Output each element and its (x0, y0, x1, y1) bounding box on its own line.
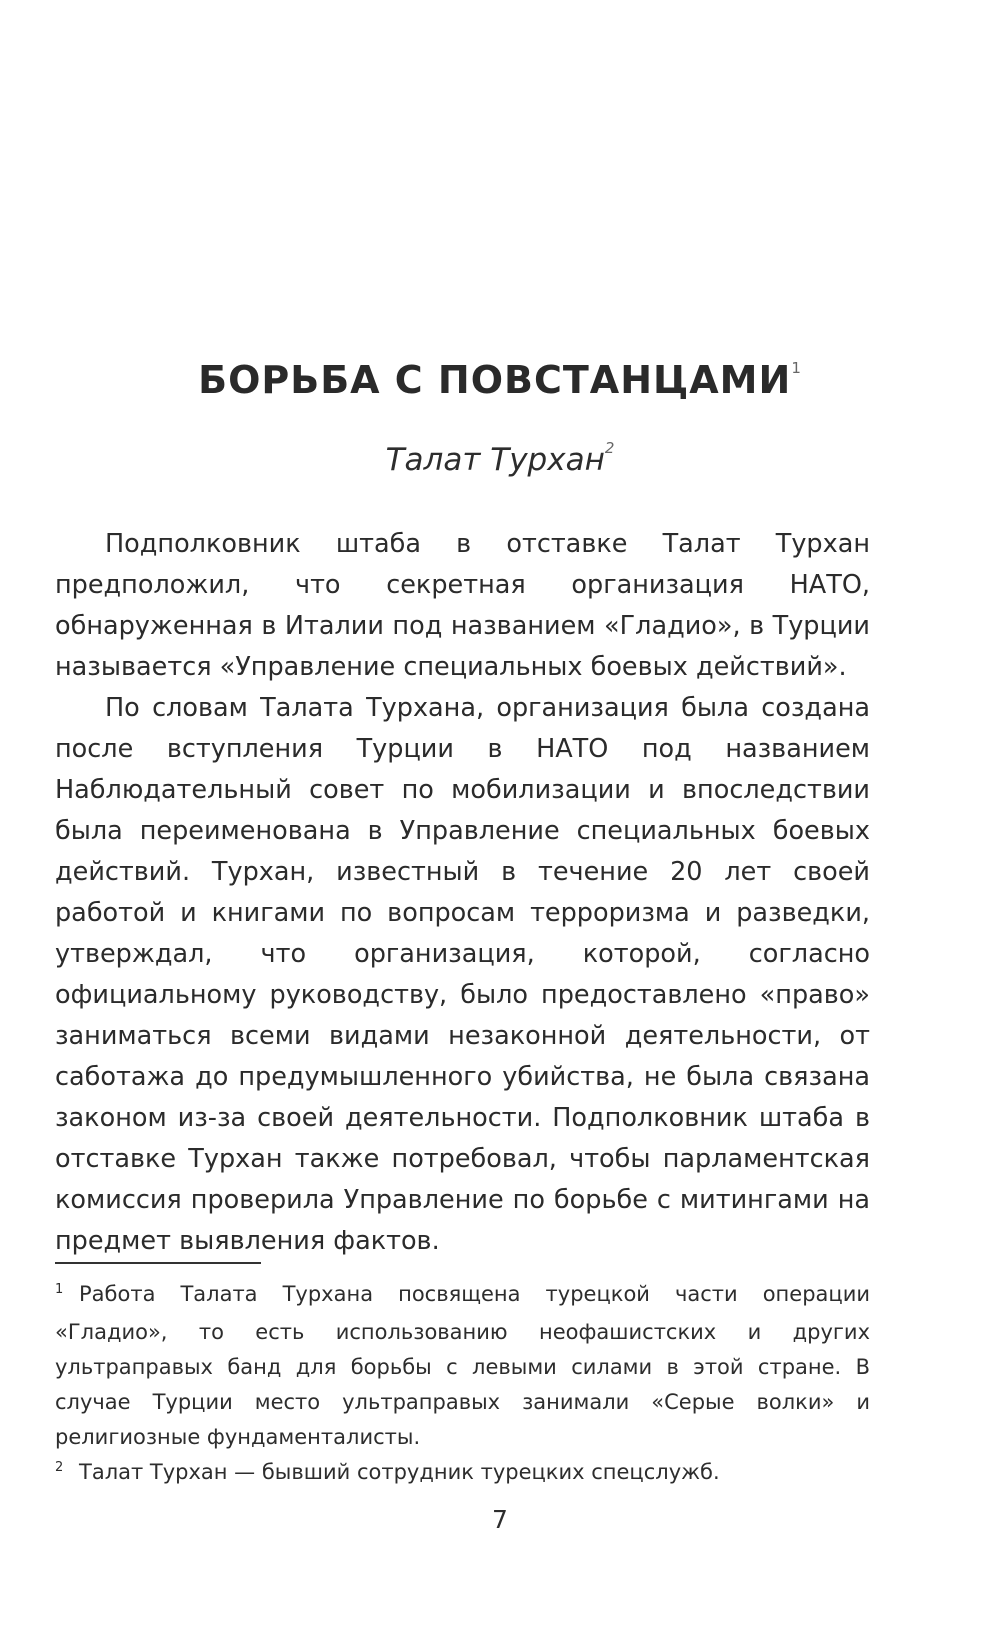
paragraph: Подполковник штаба в отставке Талат Турхан предположил, что секретная организация НАТО, обнаруженная в Италии под названием «Гладио», в Турции называется «Управление специальных боевых действий». (55, 529, 870, 682)
footnote-mark: 2 (55, 1460, 64, 1475)
author-name-text: Талат Турхан (385, 442, 605, 478)
body-text (55, 524, 870, 1262)
paragraph: По словам Талата Турхана, организация была создана после вступления Турции в НАТО под названием Наблюдательный совет по мобилизации и впоследствии была переименована в Управление специальных боевых действий. Турхан, известный в течение 20 лет своей работой и книгами по вопросам терроризма и разведки, утверждал, что организация, которой, согласно официальному руководству, было предоставлено «право» заниматься всеми видами незаконной деятельности, от саботажа до предумышленного убийства, не была связана законом из-за своей деятельности. Подполковник штаба в отставке Турхан также потребовал, чтобы парламентская комиссия проверила Управление по борьбе с митингами на предмет выявления фактов. (55, 693, 870, 1256)
footnote-separator (55, 1262, 261, 1264)
footnote-text: Работа Талата Турхана посвящена турецкой части операции «Гладио», то есть использованию неофашистских и других ультраправых банд для борьбы с левыми силами в этой стране. В случае Турции место ультраправых занимали «Серые волки» и религиозные фундаменталисты. (55, 1282, 870, 1449)
title-footnote-ref: 1 (791, 359, 802, 378)
author-footnote-ref: 2 (604, 438, 615, 457)
footnote-mark: 1 (55, 1282, 64, 1297)
page-number: 7 (492, 1505, 508, 1534)
footnotes (55, 1277, 870, 1493)
footnote (55, 1455, 870, 1493)
footnote (55, 1277, 870, 1455)
footnote-text: Талат Турхан — бывший сотрудник турецких спецслужб. (79, 1460, 720, 1484)
chapter-title (0, 358, 1000, 402)
author-name (0, 438, 1000, 478)
chapter-title-text: БОРЬБА С ПОВСТАНЦАМИ (198, 358, 792, 402)
